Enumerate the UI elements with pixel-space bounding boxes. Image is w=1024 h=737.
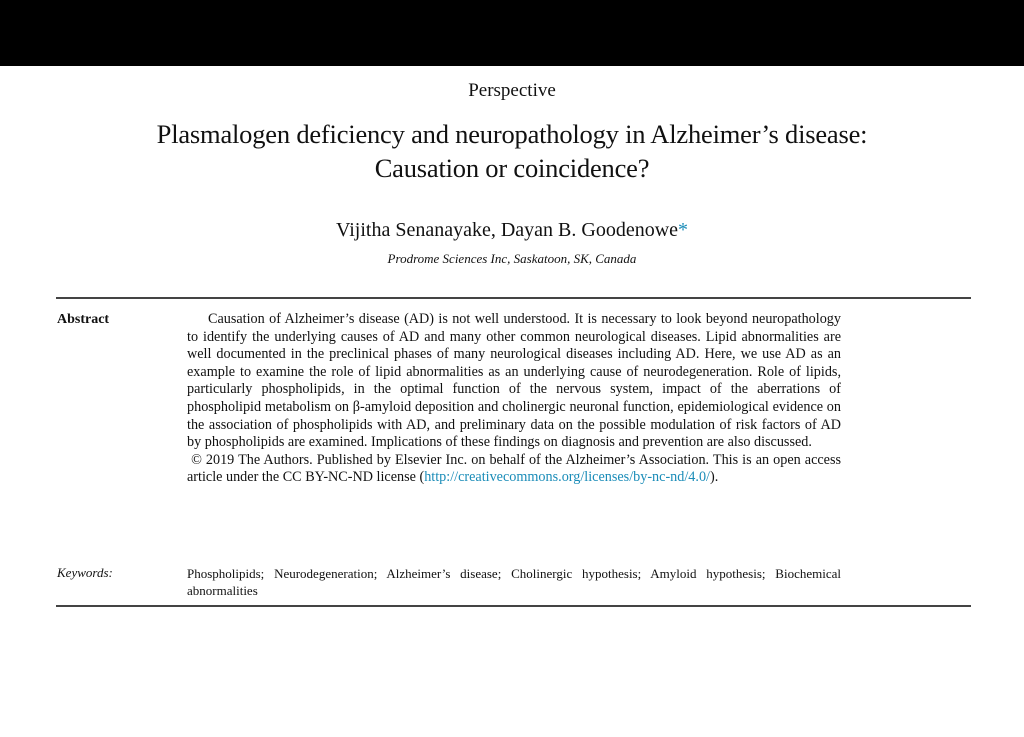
top-divider <box>56 297 971 299</box>
paper-title <box>40 117 984 185</box>
authors-text: Vijitha Senanayake, Dayan B. Goodenowe <box>335 219 679 241</box>
article-type: Perspective <box>468 80 556 101</box>
bottom-divider <box>56 605 971 607</box>
copyright-text: © 2019 The Authors. Published by Elsevier Inc. on behalf of the Alzheimer’s Association. This is an open access article under the CC BY-NC-ND license ( <box>187 451 842 486</box>
keywords-label: Keywords: <box>57 565 113 580</box>
abstract-body <box>187 311 841 487</box>
abstract-label: Abstract <box>57 312 110 327</box>
corresponding-author-link[interactable]: * <box>678 219 689 241</box>
copyright-end: ). <box>709 469 719 486</box>
affiliation: Prodrome Sciences Inc, Saskatoon, SK, Canada <box>387 251 637 266</box>
title-line-1: Plasmalogen deficiency and neuropathology in Alzheimer’s disease: <box>156 119 868 149</box>
keywords-list: Phospholipids; Neurodegeneration; Alzheimer’s disease; Cholinergic hypothesis; Amyloid hypothesis; Biochemical abnormalities <box>187 566 841 598</box>
abstract-text: Causation of Alzheimer’s disease (AD) is not well understood. It is necessary to look beyond neuropathology to identify the underlying causes of AD and many other common neurological diseases. Lipid abnormalities are well documented in the preclinical phases of many neurological diseases including AD. Here, we use AD as an example to examine the role of lipid abnormalities as an underlying cause of neurodegeneration. Role of lipids, particularly phospholipids, in the optimal function of the nervous system, impact of the aberrations of phospholipid metabolism on β-amyloid deposition and cholinergic neuronal function, epidemiological evidence on the association of phospholipids with AD, and preliminary data on the possible modulation of risk factors of AD by phospholipids are examined. Implications of these findings on diagnosis and prevention are also discussed. <box>187 311 841 451</box>
title-line-2: Causation or coincidence? <box>374 153 650 183</box>
top-black-bar <box>0 0 1024 66</box>
copyright-notice <box>187 452 841 487</box>
author-list <box>0 219 1024 242</box>
license-link[interactable]: http://creativecommons.org/licenses/by-nc-nd/4.0/ <box>424 469 710 486</box>
